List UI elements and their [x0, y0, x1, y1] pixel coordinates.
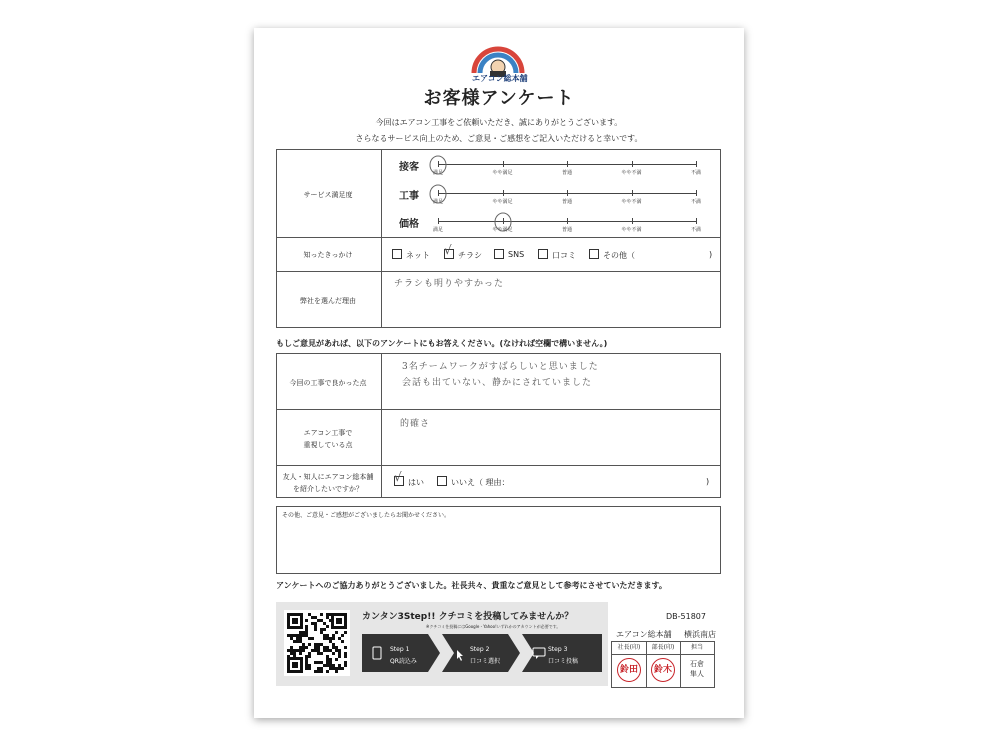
scale-tick-label: 不満 [690, 170, 701, 176]
qr-code[interactable] [284, 610, 350, 676]
scale-tick-label: やや満足 [492, 170, 513, 176]
referral-yes-label: はい [408, 478, 424, 487]
row-divider [276, 409, 721, 410]
scale-tick-label: やや不満 [621, 170, 642, 176]
row-divider [276, 465, 721, 466]
scale-tick[interactable] [503, 190, 504, 196]
step1-num: Step 1 [390, 646, 410, 653]
step3-text: 口コミ投稿 [548, 658, 579, 665]
staff-name-line1: 石倉 [690, 660, 704, 668]
scale-tick-label: やや満足 [492, 227, 513, 233]
president-stamp: 鈴田 [617, 658, 641, 682]
trigger-option-label: 口コミ [552, 251, 576, 260]
scale-tick[interactable] [503, 161, 504, 167]
scale-tick-label: やや満足 [492, 199, 513, 205]
trigger-option-label: ネット [406, 251, 430, 260]
president-seal-label: 社長(印) [617, 644, 641, 651]
scale-tick[interactable] [632, 161, 633, 167]
scale-tick[interactable] [696, 190, 697, 196]
scale-tick-label: やや不満 [621, 199, 642, 205]
selected-circle-mark [492, 211, 514, 233]
scale-tick[interactable] [696, 161, 697, 167]
upper-divider [381, 149, 382, 328]
scale-tick[interactable] [567, 190, 568, 196]
referral-no-label: いいえ（ 理由： [451, 478, 510, 487]
good-points-answer-line1[interactable]: 3名チームワークがすばらしいと思いました [402, 362, 599, 372]
approval-seals [611, 641, 715, 688]
thanks-message: アンケートへのご協力ありがとうございました。社長共々、貴重なご意見として参考にさせていただきます。 [276, 581, 667, 590]
referral-yes-checkmark: √ [394, 470, 402, 484]
step2-text: 口コミ選択 [470, 658, 501, 665]
priority-label-line2: 重視している点 [303, 441, 353, 449]
staff-label: 担当 [690, 644, 703, 651]
trigger-option-label: チラシ [458, 251, 482, 260]
chat-icon [532, 646, 546, 660]
priority-answer[interactable]: 的確さ [400, 419, 431, 429]
pointer-icon [452, 648, 466, 662]
staff-name-line2: 隼人 [690, 670, 704, 678]
selected-circle-mark [427, 154, 449, 176]
scale-tick-label: 普通 [561, 170, 572, 176]
trigger-option-label: その他（ [603, 251, 635, 260]
promo-steps [362, 634, 602, 672]
selected-circle-mark [427, 183, 449, 205]
scale-tick[interactable] [438, 218, 439, 224]
row-divider [276, 271, 721, 272]
trigger-checkmark: √ [444, 243, 452, 257]
trigger-checkbox[interactable] [538, 249, 548, 259]
page-title: お客様アンケート [423, 88, 575, 109]
lower-divider [381, 353, 382, 498]
branch-store: 横浜南店 [684, 630, 716, 639]
step1-text: QR読込み [390, 658, 417, 665]
manager-seal-label: 部長(印) [651, 644, 675, 651]
scale-tick[interactable] [567, 161, 568, 167]
trigger-label: 知ったきっかけ [303, 251, 353, 259]
scale-tick-label: やや不満 [621, 227, 642, 233]
other-comments-label: その他、ご意見・ご感想がございましたらお聞かせください。 [282, 512, 451, 519]
referral-label-line1: 友人・知人にエアコン総本舗 [282, 473, 374, 481]
review-promo [276, 602, 608, 686]
row-divider [276, 237, 721, 238]
scale-tick-label: 普通 [561, 227, 572, 233]
trigger-close-paren: ) [709, 250, 713, 259]
scale-tick-label: 普通 [561, 199, 572, 205]
scale-row-label: 価格 [399, 219, 419, 230]
promo-subnote: ※クチコミを投稿にはGoogle・Yahoo!いずれかのアカウントが必要です。 [426, 624, 561, 629]
priority-label-line1: エアコン工事で [303, 429, 353, 437]
scale-tick-label: 満足 [432, 199, 443, 205]
scale-tick[interactable] [567, 218, 568, 224]
trigger-checkbox[interactable] [589, 249, 599, 259]
referral-label-line2: を紹介したいですか？ [293, 485, 363, 493]
document-code: DB-51807 [666, 612, 706, 621]
scale-row-label: 工事 [399, 191, 419, 202]
referral-close-paren: ) [706, 477, 710, 486]
scale-tick[interactable] [696, 218, 697, 224]
scale-tick[interactable] [632, 190, 633, 196]
step3-num: Step 3 [548, 646, 568, 653]
intro-line-1: 今回はエアコン工事をご依頼いただき、誠にありがとうございます。 [375, 118, 623, 127]
scale-tick-label: 満足 [432, 170, 443, 176]
reason-label: 弊社を選んだ理由 [300, 297, 356, 305]
scale-tick-label: 不満 [690, 199, 701, 205]
scale-row-label: 接客 [399, 162, 419, 173]
scale-tick-label: 不満 [690, 227, 701, 233]
section-note: もしご意見があれば、以下のアンケートにもお答えください。(なければ空欄で構いません。) [276, 339, 608, 348]
survey-sheet [254, 28, 744, 718]
referral-no-checkbox[interactable] [437, 476, 447, 486]
scale-tick[interactable] [632, 218, 633, 224]
step2-num: Step 2 [470, 646, 490, 653]
intro-line-2: さらなるサービス向上のため、ご意見・ご感想をご記入いただけると幸いです。 [355, 134, 643, 143]
logo-text: エアコン総本舗 [472, 74, 528, 83]
company-logo [466, 45, 530, 85]
satisfaction-label: サービス満足度 [303, 191, 353, 199]
phone-icon [370, 646, 384, 660]
good-points-label: 今回の工事で良かった点 [289, 379, 367, 387]
branch-company: エアコン総本舗 [616, 630, 672, 639]
manager-stamp: 鈴木 [651, 658, 675, 682]
trigger-checkbox[interactable] [392, 249, 402, 259]
scale-tick-label: 満足 [432, 227, 443, 233]
trigger-checkbox[interactable] [494, 249, 504, 259]
trigger-option-label: SNS [508, 250, 525, 259]
promo-headline: カンタン3Step!! クチコミを投稿してみませんか？ [362, 612, 574, 622]
good-points-answer-line2[interactable]: 会話も出ていない、静かにされていました [402, 378, 593, 388]
reason-answer[interactable]: チラシも明りやすかった [394, 279, 505, 289]
